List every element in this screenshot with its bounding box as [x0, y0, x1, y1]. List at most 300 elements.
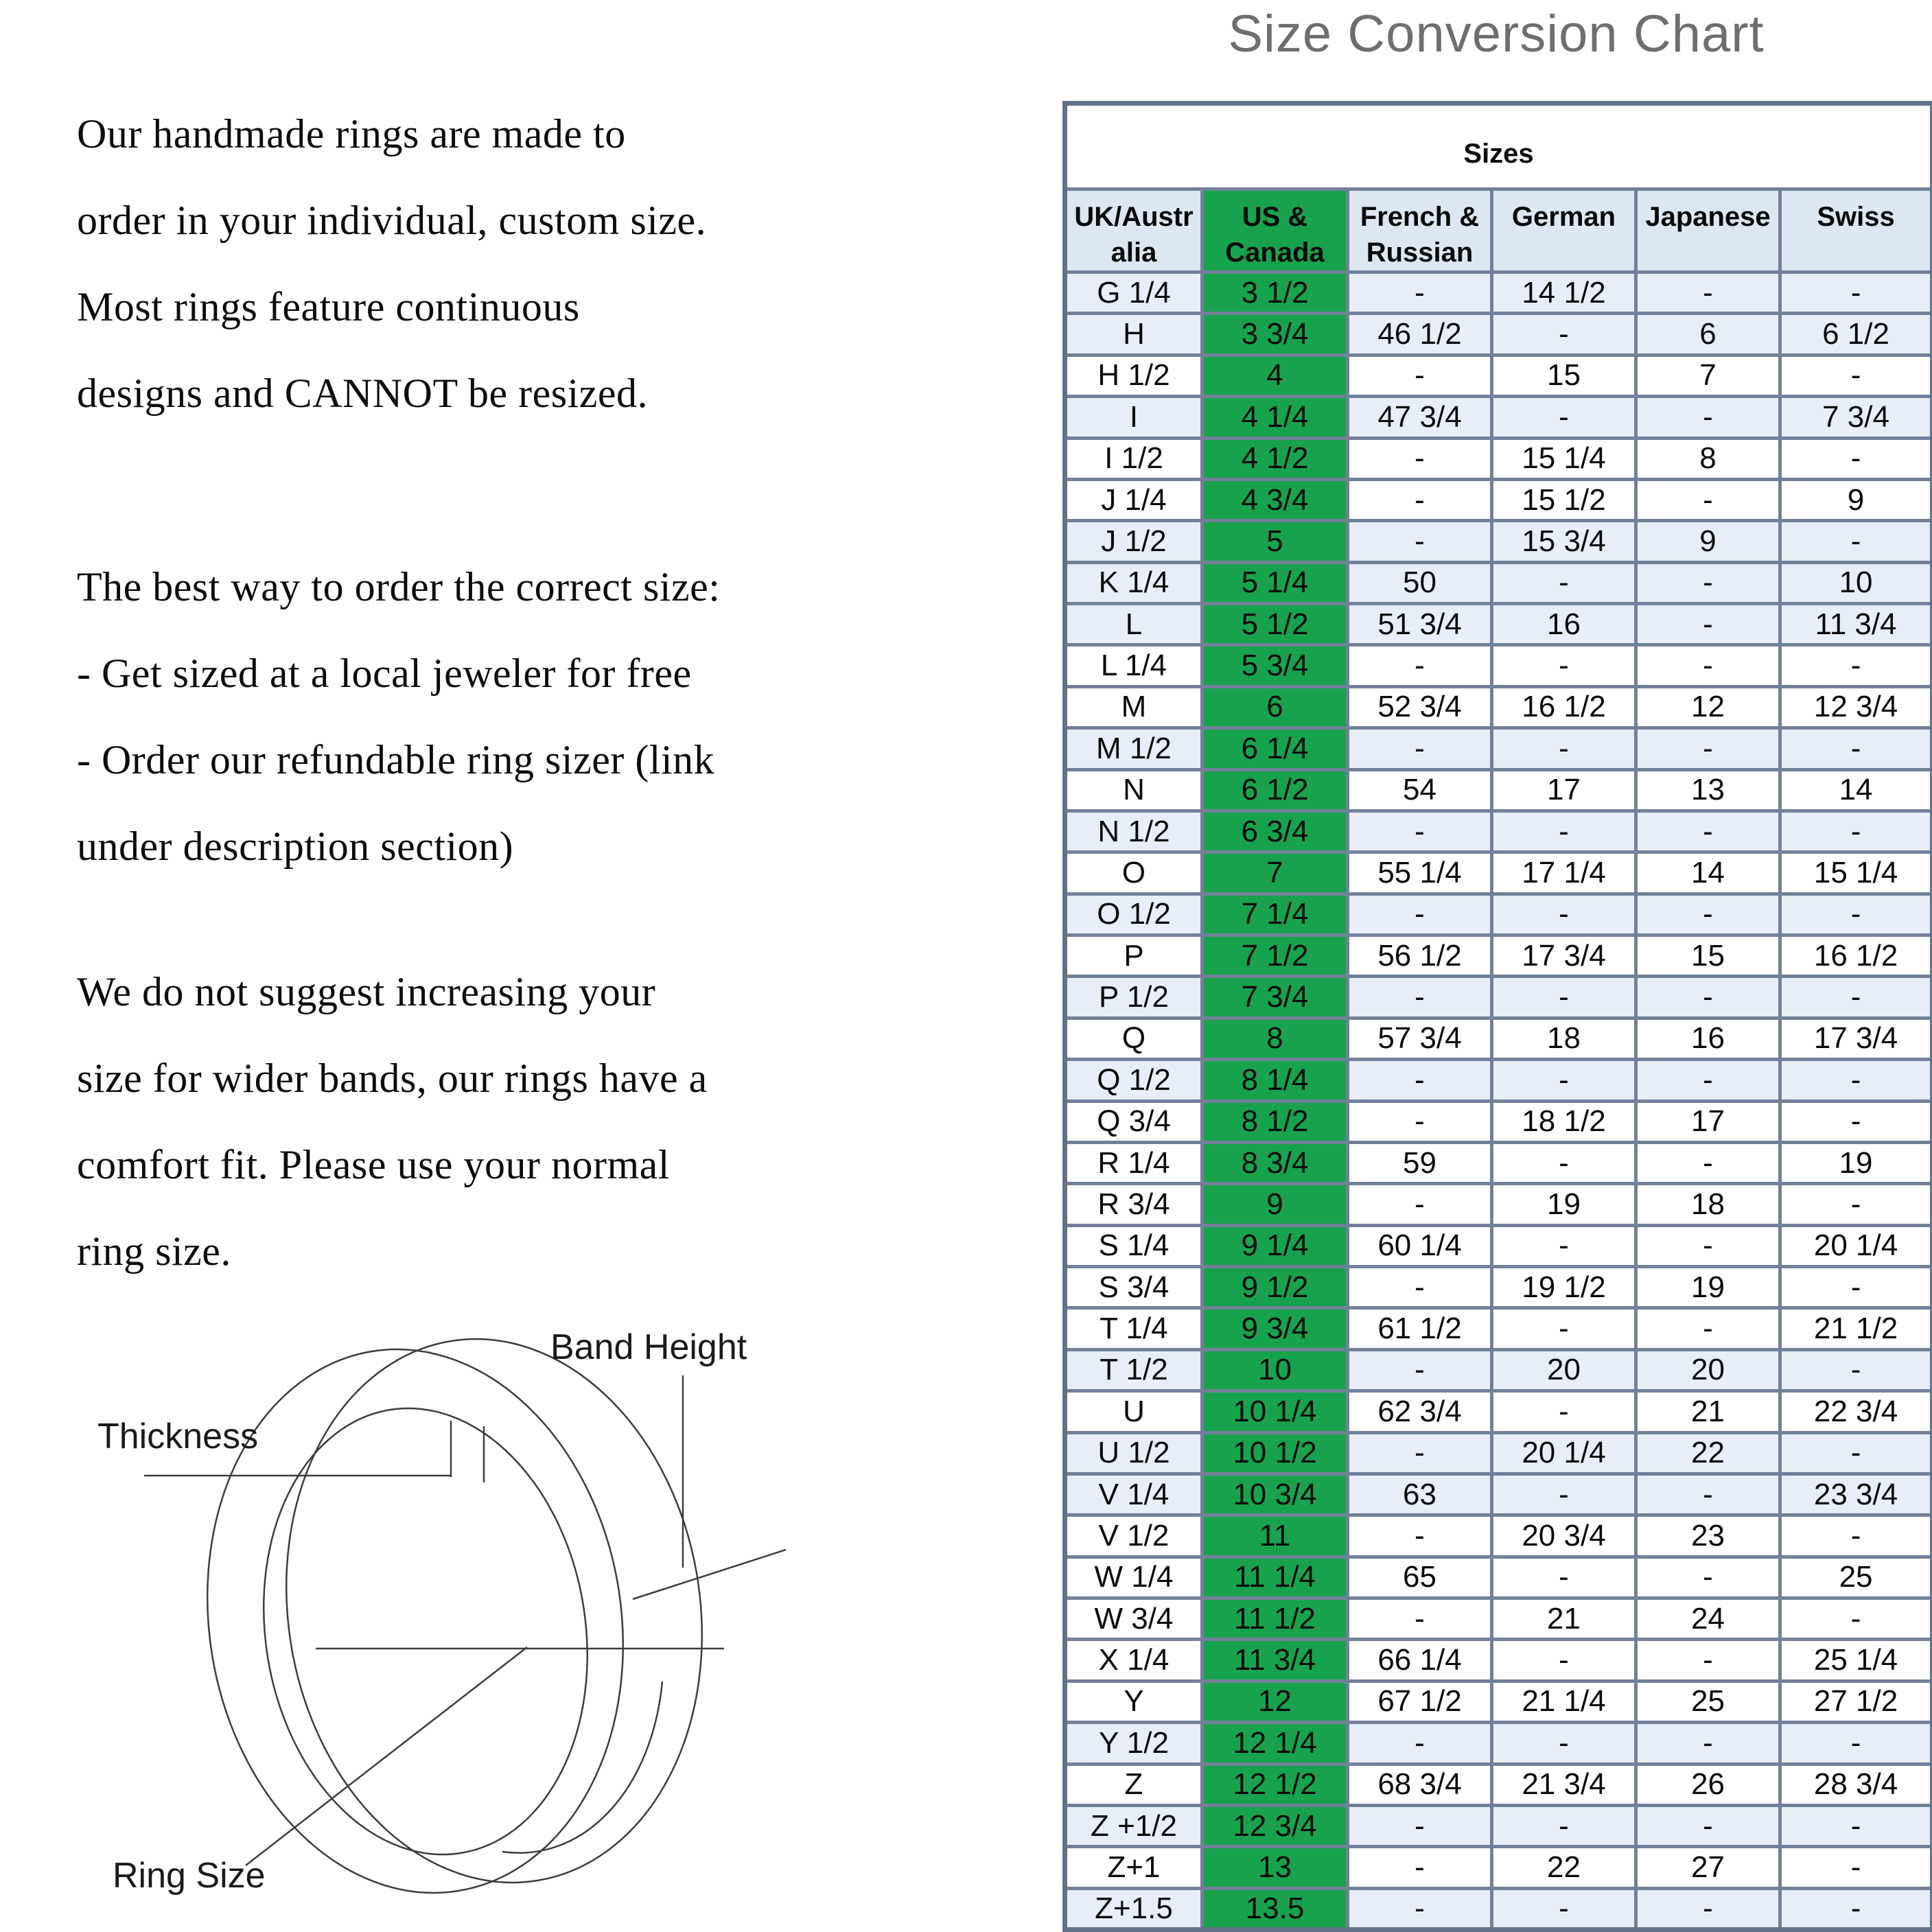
table-row: [1065, 438, 1932, 479]
table-cell: -: [1348, 1888, 1492, 1929]
text-line: - Order our refundable ring sizer (link: [77, 737, 715, 782]
band-height-tick: [633, 1550, 786, 1599]
table-cell: 4: [1202, 355, 1348, 396]
table-cell: -: [1492, 1391, 1636, 1432]
table-cell: 21 1/4: [1492, 1681, 1636, 1722]
table-cell: 7: [1202, 852, 1348, 894]
table-cell: 16 1/2: [1780, 935, 1932, 977]
table-cell: -: [1492, 1805, 1636, 1846]
table-cell: 5 1/2: [1202, 604, 1348, 645]
column-header: German: [1492, 189, 1636, 272]
column-header: US & Canada: [1202, 189, 1348, 272]
table-cell: 21 1/2: [1780, 1308, 1932, 1349]
column-header: Swiss: [1780, 189, 1932, 272]
text-line: We do not suggest increasing your: [77, 969, 656, 1014]
table-cell: 59: [1348, 1142, 1492, 1183]
table-cell: -: [1348, 438, 1492, 479]
table-cell: 66 1/4: [1348, 1640, 1492, 1681]
table-cell: Q 3/4: [1065, 1101, 1202, 1142]
table-row: [1065, 1432, 1932, 1474]
table-cell: 8 1/4: [1202, 1060, 1348, 1101]
table-cell: P: [1065, 935, 1202, 977]
intro-paragraph-2: [77, 544, 1072, 889]
table-cell: 11 3/4: [1780, 604, 1932, 645]
table-cell: -: [1348, 1847, 1492, 1888]
text-line: designs and CANNOT be resized.: [77, 371, 649, 416]
table-cell: 10: [1202, 1349, 1348, 1390]
table-cell: -: [1780, 1184, 1932, 1225]
text-line: order in your individual, custom size.: [77, 198, 707, 243]
size-conversion-table-container: [1062, 101, 1930, 1932]
table-cell: -: [1348, 1805, 1492, 1846]
table-cell: -: [1780, 1723, 1932, 1764]
table-cell: 22 3/4: [1780, 1391, 1932, 1432]
table-cell: -: [1636, 1225, 1780, 1266]
table-cell: -: [1492, 1723, 1636, 1764]
table-cell: 6: [1202, 686, 1348, 728]
table-row: [1065, 1474, 1932, 1515]
table-cell: 15 1/2: [1492, 479, 1636, 520]
table-cell: T 1/4: [1065, 1308, 1202, 1349]
table-cell: 14: [1780, 769, 1932, 811]
thickness-label: Thickness: [97, 1417, 259, 1456]
table-cell: 28 3/4: [1780, 1764, 1932, 1805]
table-row: [1065, 894, 1932, 935]
table-cell: 8: [1636, 438, 1780, 479]
table-cell: 11 1/2: [1202, 1598, 1348, 1640]
table-cell: 9 3/4: [1202, 1308, 1348, 1349]
table-cell: M 1/2: [1065, 728, 1202, 769]
table-row: [1065, 1847, 1932, 1888]
table-row: [1065, 479, 1932, 520]
table-row: [1065, 1391, 1932, 1432]
table-cell: -: [1348, 272, 1492, 314]
text-line: The best way to order the correct size:: [77, 564, 721, 609]
table-cell: -: [1348, 1349, 1492, 1390]
table-cell: 7 3/4: [1780, 397, 1932, 438]
table-cell: -: [1780, 1349, 1932, 1390]
table-cell: -: [1636, 1640, 1780, 1681]
table-cell: 12 1/4: [1202, 1723, 1348, 1764]
table-cell: -: [1780, 272, 1932, 314]
table-cell: 68 3/4: [1348, 1764, 1492, 1805]
column-header: UK/Austr alia: [1065, 189, 1202, 272]
table-cell: -: [1636, 811, 1780, 852]
ring-size-label: Ring Size: [113, 1856, 266, 1896]
table-row: [1065, 852, 1932, 894]
table-cell: -: [1636, 1723, 1780, 1764]
table-cell: -: [1636, 894, 1780, 935]
table-cell: 61 1/2: [1348, 1308, 1492, 1349]
table-cell: 26: [1636, 1764, 1780, 1805]
table-cell: -: [1780, 1805, 1932, 1846]
table-cell: -: [1348, 894, 1492, 935]
table-cell: I: [1065, 397, 1202, 438]
table-cell: L: [1065, 604, 1202, 645]
table-cell: -: [1348, 355, 1492, 396]
ring-diagram: [41, 1257, 927, 1930]
table-cell: 9: [1202, 1184, 1348, 1225]
text-line: - Get sized at a local jeweler for free: [77, 651, 692, 696]
table-cell: 3 1/2: [1202, 272, 1348, 314]
table-group-header: Sizes: [1065, 104, 1932, 189]
table-cell: -: [1492, 397, 1636, 438]
table-row: [1065, 1805, 1932, 1846]
table-cell: -: [1780, 1432, 1932, 1474]
table-cell: 5: [1202, 521, 1348, 562]
table-cell: 15 1/4: [1780, 852, 1932, 894]
table-cell: 62 3/4: [1348, 1391, 1492, 1432]
table-cell: 4 1/2: [1202, 438, 1348, 479]
table-cell: 19: [1636, 1267, 1780, 1308]
table-cell: 60 1/4: [1348, 1225, 1492, 1266]
table-cell: N: [1065, 769, 1202, 811]
table-cell: H 1/2: [1065, 355, 1202, 396]
table-row: [1065, 769, 1932, 811]
table-cell: 13: [1202, 1847, 1348, 1888]
table-row: [1065, 272, 1932, 314]
table-cell: 22: [1636, 1432, 1780, 1474]
band-height-label: Band Height: [550, 1327, 747, 1367]
table-cell: 9: [1636, 521, 1780, 562]
ring-size-leader-line: [246, 1647, 527, 1865]
table-cell: H: [1065, 314, 1202, 355]
table-cell: 65: [1348, 1557, 1492, 1598]
column-header-row: [1065, 189, 1932, 272]
table-cell: -: [1636, 1805, 1780, 1846]
table-cell: 27 1/2: [1780, 1681, 1932, 1722]
table-cell: 18: [1636, 1184, 1780, 1225]
text-line: size for wider bands, our rings have a: [77, 1056, 708, 1101]
table-cell: O: [1065, 852, 1202, 894]
table-cell: -: [1636, 1888, 1780, 1929]
table-row: [1065, 935, 1932, 977]
table-cell: 12 1/2: [1202, 1764, 1348, 1805]
table-cell: -: [1492, 728, 1636, 769]
table-cell: V 1/4: [1065, 1474, 1202, 1515]
table-cell: 21 3/4: [1492, 1764, 1636, 1805]
table-cell: 23: [1636, 1515, 1780, 1557]
table-cell: -: [1492, 1060, 1636, 1101]
table-cell: -: [1636, 1060, 1780, 1101]
table-cell: -: [1348, 1598, 1492, 1640]
table-cell: 17: [1492, 769, 1636, 811]
table-cell: -: [1492, 1142, 1636, 1183]
table-cell: S 3/4: [1065, 1267, 1202, 1308]
table-cell: 5 1/4: [1202, 562, 1348, 603]
table-cell: -: [1636, 1142, 1780, 1183]
table-row: [1065, 521, 1932, 562]
table-cell: 9 1/4: [1202, 1225, 1348, 1266]
table-cell: 25 1/4: [1780, 1640, 1932, 1681]
table-cell: -: [1492, 562, 1636, 603]
table-cell: -: [1492, 977, 1636, 1018]
table-cell: 17 3/4: [1492, 935, 1636, 977]
intro-paragraph-1: [77, 91, 1072, 437]
table-row: [1065, 1308, 1932, 1349]
table-cell: Z+1.5: [1065, 1888, 1202, 1929]
table-cell: 15 1/4: [1492, 438, 1636, 479]
table-cell: 47 3/4: [1348, 397, 1492, 438]
table-cell: 11 1/4: [1202, 1557, 1348, 1598]
table-cell: -: [1636, 479, 1780, 520]
table-cell: -: [1492, 1308, 1636, 1349]
ring-inner-ellipse: [233, 1385, 619, 1878]
table-cell: -: [1492, 1474, 1636, 1515]
table-cell: -: [1348, 1723, 1492, 1764]
table-cell: 10 1/4: [1202, 1391, 1348, 1432]
table-cell: -: [1636, 397, 1780, 438]
table-cell: 55 1/4: [1348, 852, 1492, 894]
table-cell: 5 3/4: [1202, 645, 1348, 686]
table-cell: 7 1/4: [1202, 894, 1348, 935]
table-cell: 7 1/2: [1202, 935, 1348, 977]
table-cell: -: [1780, 1888, 1932, 1929]
table-cell: 6 3/4: [1202, 811, 1348, 852]
table-cell: -: [1492, 314, 1636, 355]
table-cell: 21: [1636, 1391, 1780, 1432]
table-cell: -: [1780, 1598, 1932, 1640]
table-cell: 15 3/4: [1492, 521, 1636, 562]
table-cell: -: [1348, 1184, 1492, 1225]
table-cell: -: [1348, 1267, 1492, 1308]
table-cell: -: [1348, 1432, 1492, 1474]
table-cell: 10 3/4: [1202, 1474, 1348, 1515]
table-row: [1065, 645, 1932, 686]
table-cell: 67 1/2: [1348, 1681, 1492, 1722]
table-cell: J 1/2: [1065, 521, 1202, 562]
table-row: [1065, 355, 1932, 396]
table-cell: 15: [1492, 355, 1636, 396]
column-header: Japanese: [1636, 189, 1780, 272]
table-cell: I 1/2: [1065, 438, 1202, 479]
table-cell: 24: [1636, 1598, 1780, 1640]
table-row: [1065, 977, 1932, 1018]
table-cell: Z +1/2: [1065, 1805, 1202, 1846]
table-cell: -: [1492, 1640, 1636, 1681]
table-cell: 12: [1636, 686, 1780, 728]
table-cell: -: [1780, 1515, 1932, 1557]
text-line: Our handmade rings are made to: [77, 111, 626, 156]
table-cell: U: [1065, 1391, 1202, 1432]
table-cell: 27: [1636, 1847, 1780, 1888]
intro-paragraph-3: [77, 948, 1072, 1294]
size-conversion-table: [1062, 101, 1932, 1932]
table-cell: 16: [1492, 604, 1636, 645]
table-cell: 6 1/4: [1202, 728, 1348, 769]
table-cell: 11: [1202, 1515, 1348, 1557]
table-cell: R 1/4: [1065, 1142, 1202, 1183]
table-cell: -: [1636, 272, 1780, 314]
table-cell: Q: [1065, 1018, 1202, 1059]
table-row: [1065, 397, 1932, 438]
table-cell: -: [1492, 811, 1636, 852]
table-cell: W 3/4: [1065, 1598, 1202, 1640]
table-row: [1065, 1142, 1932, 1183]
table-cell: -: [1348, 1101, 1492, 1142]
table-cell: Z: [1065, 1764, 1202, 1805]
table-row: [1065, 1060, 1932, 1101]
table-cell: Y: [1065, 1681, 1202, 1722]
table-cell: -: [1780, 1101, 1932, 1142]
table-cell: 6 1/2: [1202, 769, 1348, 811]
table-cell: 12 3/4: [1780, 686, 1932, 728]
table-cell: S 1/4: [1065, 1225, 1202, 1266]
table-cell: -: [1636, 562, 1780, 603]
table-cell: 20: [1492, 1349, 1636, 1390]
table-cell: 15: [1636, 935, 1780, 977]
table-cell: 9: [1780, 479, 1932, 520]
text-line: under description section): [77, 824, 514, 869]
table-row: [1065, 1723, 1932, 1764]
table-cell: K 1/4: [1065, 562, 1202, 603]
table-cell: 7 3/4: [1202, 977, 1348, 1018]
table-cell: U 1/2: [1065, 1432, 1202, 1474]
table-cell: 52 3/4: [1348, 686, 1492, 728]
table-row: [1065, 1515, 1932, 1557]
table-cell: W 1/4: [1065, 1557, 1202, 1598]
table-cell: 50: [1348, 562, 1492, 603]
table-cell: 12: [1202, 1681, 1348, 1722]
table-cell: 4 1/4: [1202, 397, 1348, 438]
table-cell: Z+1: [1065, 1847, 1202, 1888]
table-cell: 10 1/2: [1202, 1432, 1348, 1474]
table-cell: -: [1492, 894, 1636, 935]
table-cell: -: [1780, 645, 1932, 686]
table-cell: 22: [1492, 1847, 1636, 1888]
table-cell: -: [1636, 604, 1780, 645]
table-cell: 63: [1348, 1474, 1492, 1515]
table-cell: -: [1636, 728, 1780, 769]
table-cell: 17: [1636, 1101, 1780, 1142]
table-cell: -: [1348, 521, 1492, 562]
table-cell: -: [1492, 1888, 1636, 1929]
table-cell: 8: [1202, 1018, 1348, 1059]
table-body: [1065, 272, 1932, 1930]
table-cell: 6 1/2: [1780, 314, 1932, 355]
table-cell: O 1/2: [1065, 894, 1202, 935]
table-cell: 20: [1636, 1349, 1780, 1390]
table-cell: 16: [1636, 1018, 1780, 1059]
table-cell: -: [1348, 645, 1492, 686]
table-cell: 20 1/4: [1780, 1225, 1932, 1266]
table-cell: Y 1/2: [1065, 1723, 1202, 1764]
table-cell: -: [1492, 1225, 1636, 1266]
table-cell: -: [1636, 1474, 1780, 1515]
table-cell: -: [1348, 728, 1492, 769]
table-cell: G 1/4: [1065, 272, 1202, 314]
table-cell: 6: [1636, 314, 1780, 355]
table-row: [1065, 1349, 1932, 1390]
table-cell: Q 1/2: [1065, 1060, 1202, 1101]
table-row: [1065, 1598, 1932, 1640]
table-cell: 17 3/4: [1780, 1018, 1932, 1059]
table-cell: 18 1/2: [1492, 1101, 1636, 1142]
table-row: [1065, 604, 1932, 645]
table-cell: 13: [1636, 769, 1780, 811]
table-cell: 20 1/4: [1492, 1432, 1636, 1474]
table-cell: -: [1348, 1515, 1492, 1557]
table-cell: 21: [1492, 1598, 1636, 1640]
text-line: comfort fit. Please use your normal: [77, 1142, 670, 1187]
table-cell: -: [1636, 1308, 1780, 1349]
table-cell: 23 3/4: [1780, 1474, 1932, 1515]
table-cell: J 1/4: [1065, 479, 1202, 520]
table-cell: M: [1065, 686, 1202, 728]
table-cell: 11 3/4: [1202, 1640, 1348, 1681]
table-cell: -: [1348, 1060, 1492, 1101]
table-row: [1065, 1557, 1932, 1598]
table-cell: 57 3/4: [1348, 1018, 1492, 1059]
table-row: [1065, 1018, 1932, 1059]
table-cell: 19 1/2: [1492, 1267, 1636, 1308]
table-cell: T 1/2: [1065, 1349, 1202, 1390]
table-cell: 51 3/4: [1348, 604, 1492, 645]
table-row: [1065, 1681, 1932, 1722]
table-cell: -: [1780, 977, 1932, 1018]
table-cell: 13.5: [1202, 1888, 1348, 1929]
table-cell: -: [1492, 645, 1636, 686]
table-row: [1065, 1184, 1932, 1225]
table-cell: -: [1492, 1557, 1636, 1598]
table-cell: R 3/4: [1065, 1184, 1202, 1225]
table-cell: 9 1/2: [1202, 1267, 1348, 1308]
table-cell: -: [1780, 1847, 1932, 1888]
table-cell: V 1/2: [1065, 1515, 1202, 1557]
table-cell: X 1/4: [1065, 1640, 1202, 1681]
table-cell: 14 1/2: [1492, 272, 1636, 314]
table-cell: 4 3/4: [1202, 479, 1348, 520]
table-cell: -: [1780, 811, 1932, 852]
table-row: [1065, 1225, 1932, 1266]
table-row: [1065, 1101, 1932, 1142]
group-header-row: [1065, 104, 1932, 189]
table-row: [1065, 1764, 1932, 1805]
table-cell: 56 1/2: [1348, 935, 1492, 977]
table-row: [1065, 811, 1932, 852]
table-row: [1065, 1888, 1932, 1929]
table-cell: 12 3/4: [1202, 1805, 1348, 1846]
table-cell: 25: [1780, 1557, 1932, 1598]
table-cell: -: [1780, 438, 1932, 479]
table-cell: 14: [1636, 852, 1780, 894]
table-cell: 46 1/2: [1348, 314, 1492, 355]
text-line: Most rings feature continuous: [77, 284, 580, 329]
table-cell: L 1/4: [1065, 645, 1202, 686]
table-cell: 3 3/4: [1202, 314, 1348, 355]
table-row: [1065, 1640, 1932, 1681]
table-cell: 8 3/4: [1202, 1142, 1348, 1183]
table-cell: -: [1780, 521, 1932, 562]
table-cell: -: [1636, 977, 1780, 1018]
column-header: French & Russian: [1348, 189, 1492, 272]
table-row: [1065, 562, 1932, 603]
table-cell: -: [1780, 728, 1932, 769]
table-cell: 25: [1636, 1681, 1780, 1722]
table-cell: 17 1/4: [1492, 852, 1636, 894]
table-cell: 20 3/4: [1492, 1515, 1636, 1557]
table-cell: -: [1636, 645, 1780, 686]
table-cell: -: [1780, 355, 1932, 396]
table-row: [1065, 314, 1932, 355]
table-cell: -: [1348, 811, 1492, 852]
table-cell: -: [1636, 1557, 1780, 1598]
table-row: [1065, 728, 1932, 769]
page-title: Size Conversion Chart: [1228, 5, 1765, 63]
table-cell: N 1/2: [1065, 811, 1202, 852]
table-cell: P 1/2: [1065, 977, 1202, 1018]
table-cell: 10: [1780, 562, 1932, 603]
